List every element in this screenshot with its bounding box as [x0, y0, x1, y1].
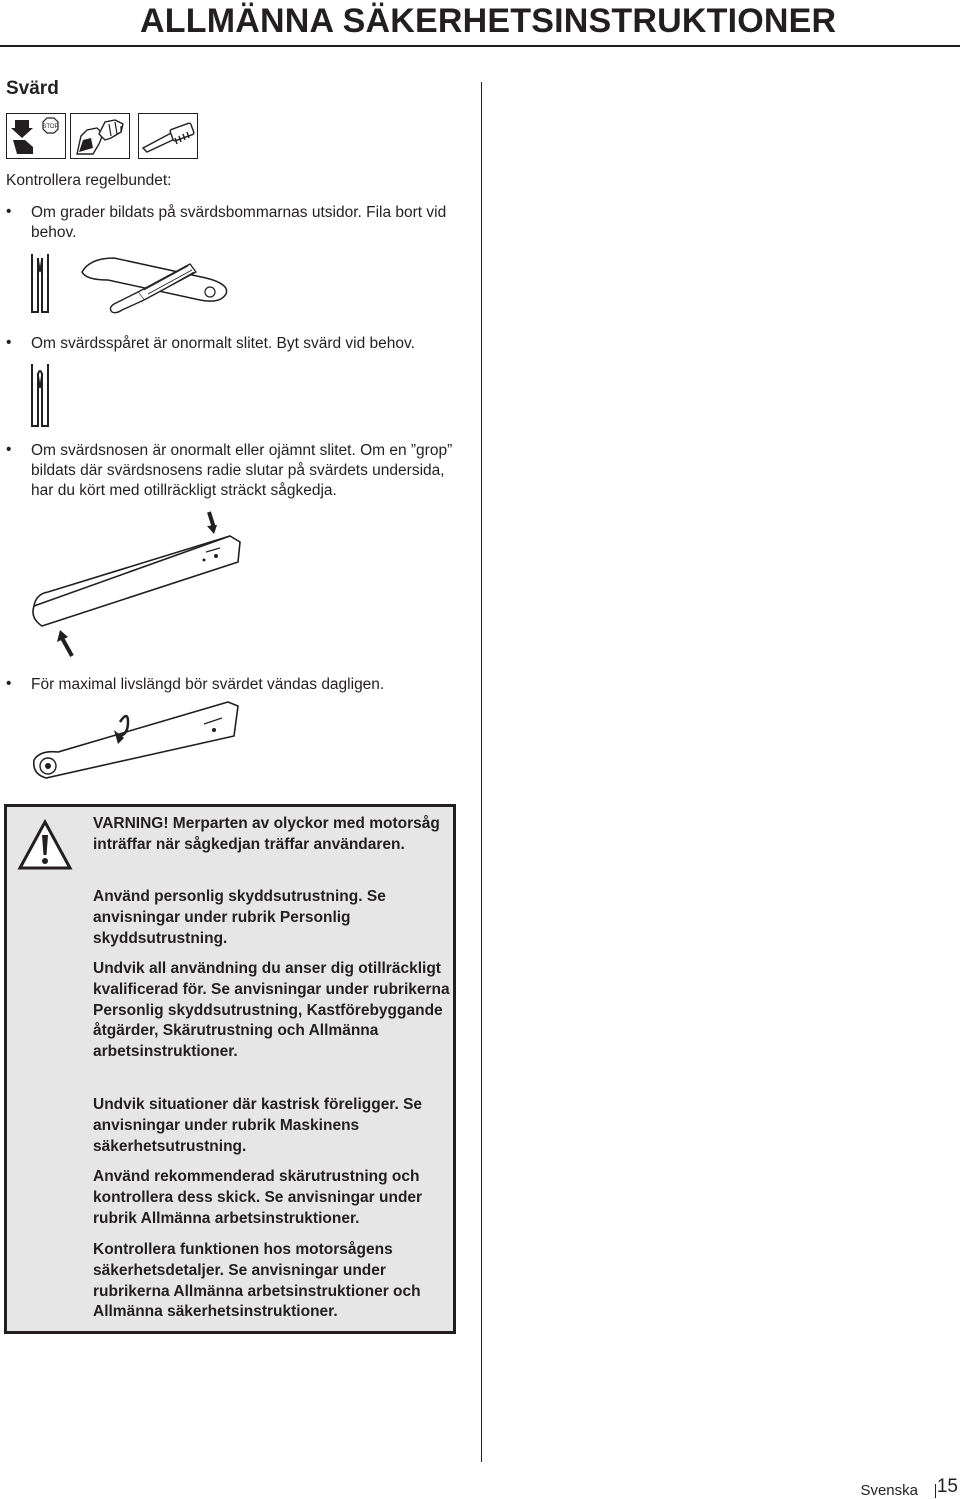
warning-paragraph-1: VARNING! Merparten av olyckor med motorsåg inträffar när sågkedjan träffar användaren.	[93, 815, 440, 853]
warning-triangle-icon	[17, 819, 73, 871]
worn-nose-bar-illustration	[26, 506, 256, 662]
column-divider	[481, 82, 482, 1462]
brush-cleaning-icon	[138, 113, 198, 159]
warning-paragraph-4: Undvik situationer där kastrisk föreligger. Se anvisningar under rubrik Maskinens säkerhetsutrustning.	[93, 1096, 423, 1155]
footer-language: Svenska	[860, 1482, 918, 1499]
bullet-text-3: Om svärdsnosen är onormalt eller ojämnt slitet. Om en ”grop” bildats där svärdsnosens radie slutar på svärdets undersida, har du kört med otillräckligt sträckt sågkedja.	[31, 442, 453, 499]
worn-groove-icon	[30, 360, 60, 428]
warning-paragraph-2: Använd personlig skyddsutrustning. Se anvisningar under rubrik Personlig skyddsutrustning.	[93, 888, 386, 947]
warning-box	[4, 804, 456, 1334]
bullet-text-2: Om svärdsspåret är onormalt slitet. Byt svärd vid behov.	[31, 335, 415, 352]
reverse-bar-illustration	[28, 700, 248, 786]
page-number: 15	[936, 1476, 958, 1497]
warning-paragraph-3: Undvik all användning du anser dig otillräckligt kvalificerad för. Se anvisningar under rubrikerna Personlig skyddsutrustning, Kastförebyggande åtgärder, Skärutrustning och Allmänna arbetsinstruktioner.	[93, 960, 450, 1061]
footer-divider	[935, 1484, 936, 1498]
gloves-icon	[70, 113, 130, 159]
bullet-text-4: För maximal livslängd bör svärdet vändas dagligen.	[31, 676, 385, 693]
svg-text:STOP: STOP	[42, 124, 59, 130]
bullet-marker: •	[6, 441, 12, 458]
bullet-marker: •	[6, 203, 12, 220]
title-divider	[0, 45, 960, 47]
warning-paragraph-6: Kontrollera funktionen hos motorsågens säkerhetsdetaljer. Se anvisningar under rubrikerna Allmänna arbetsinstruktioner och Allmänna säkerhetsinstruktioner.	[93, 1241, 421, 1321]
stop-engine-icon	[6, 113, 66, 159]
section-heading: Svärd	[6, 78, 59, 99]
file-bar-illustration	[30, 250, 240, 320]
bullet-marker: •	[6, 334, 12, 351]
warning-paragraph-5: Använd rekommenderad skärutrustning och kontrollera dess skick. Se anvisningar under rubrik Allmänna arbetsinstruktioner.	[93, 1168, 423, 1227]
page-title: ALLMÄNNA SÄKERHETSINSTRUKTIONER	[140, 2, 837, 40]
intro-text: Kontrollera regelbundet:	[6, 172, 172, 189]
bullet-marker: •	[6, 675, 12, 692]
bullet-text-1: Om grader bildats på svärdsbommarnas utsidor. Fila bort vid behov.	[31, 204, 447, 241]
